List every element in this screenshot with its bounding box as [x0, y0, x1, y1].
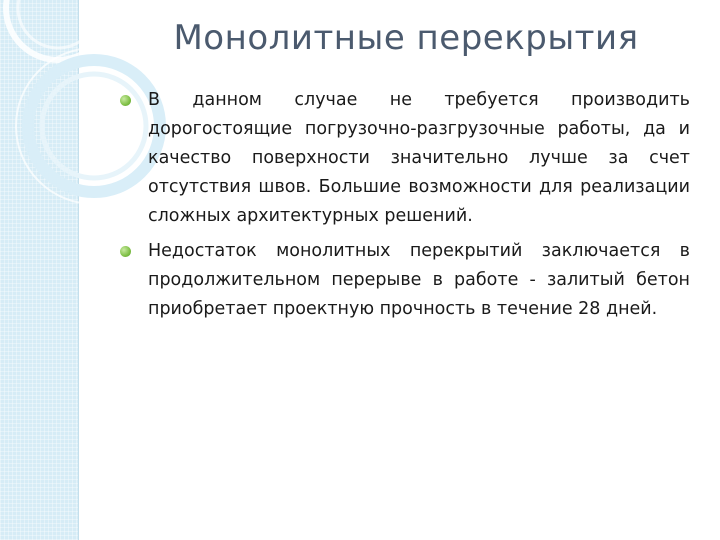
green-dot-icon	[120, 246, 131, 257]
bullet-list	[130, 86, 690, 330]
bullet-item	[130, 86, 690, 231]
bullet-text: Недостаток монолитных перекрытий заключается в продолжительном перерыве в работе - залитый бетон приобретает проектную прочность в течение 28 дней.	[148, 241, 690, 319]
bullet-item	[130, 237, 690, 324]
slide-title: Монолитные перекрытия	[173, 18, 639, 58]
bullet-text: В данном случае не требуется производить дорогостоящие погрузочно-разгрузочные работы, да и качество поверхности значительно лучше за счет отсутствия швов. Большие возможности для реализации сложных архитектурных решений.	[148, 90, 690, 226]
green-dot-icon	[120, 95, 131, 106]
